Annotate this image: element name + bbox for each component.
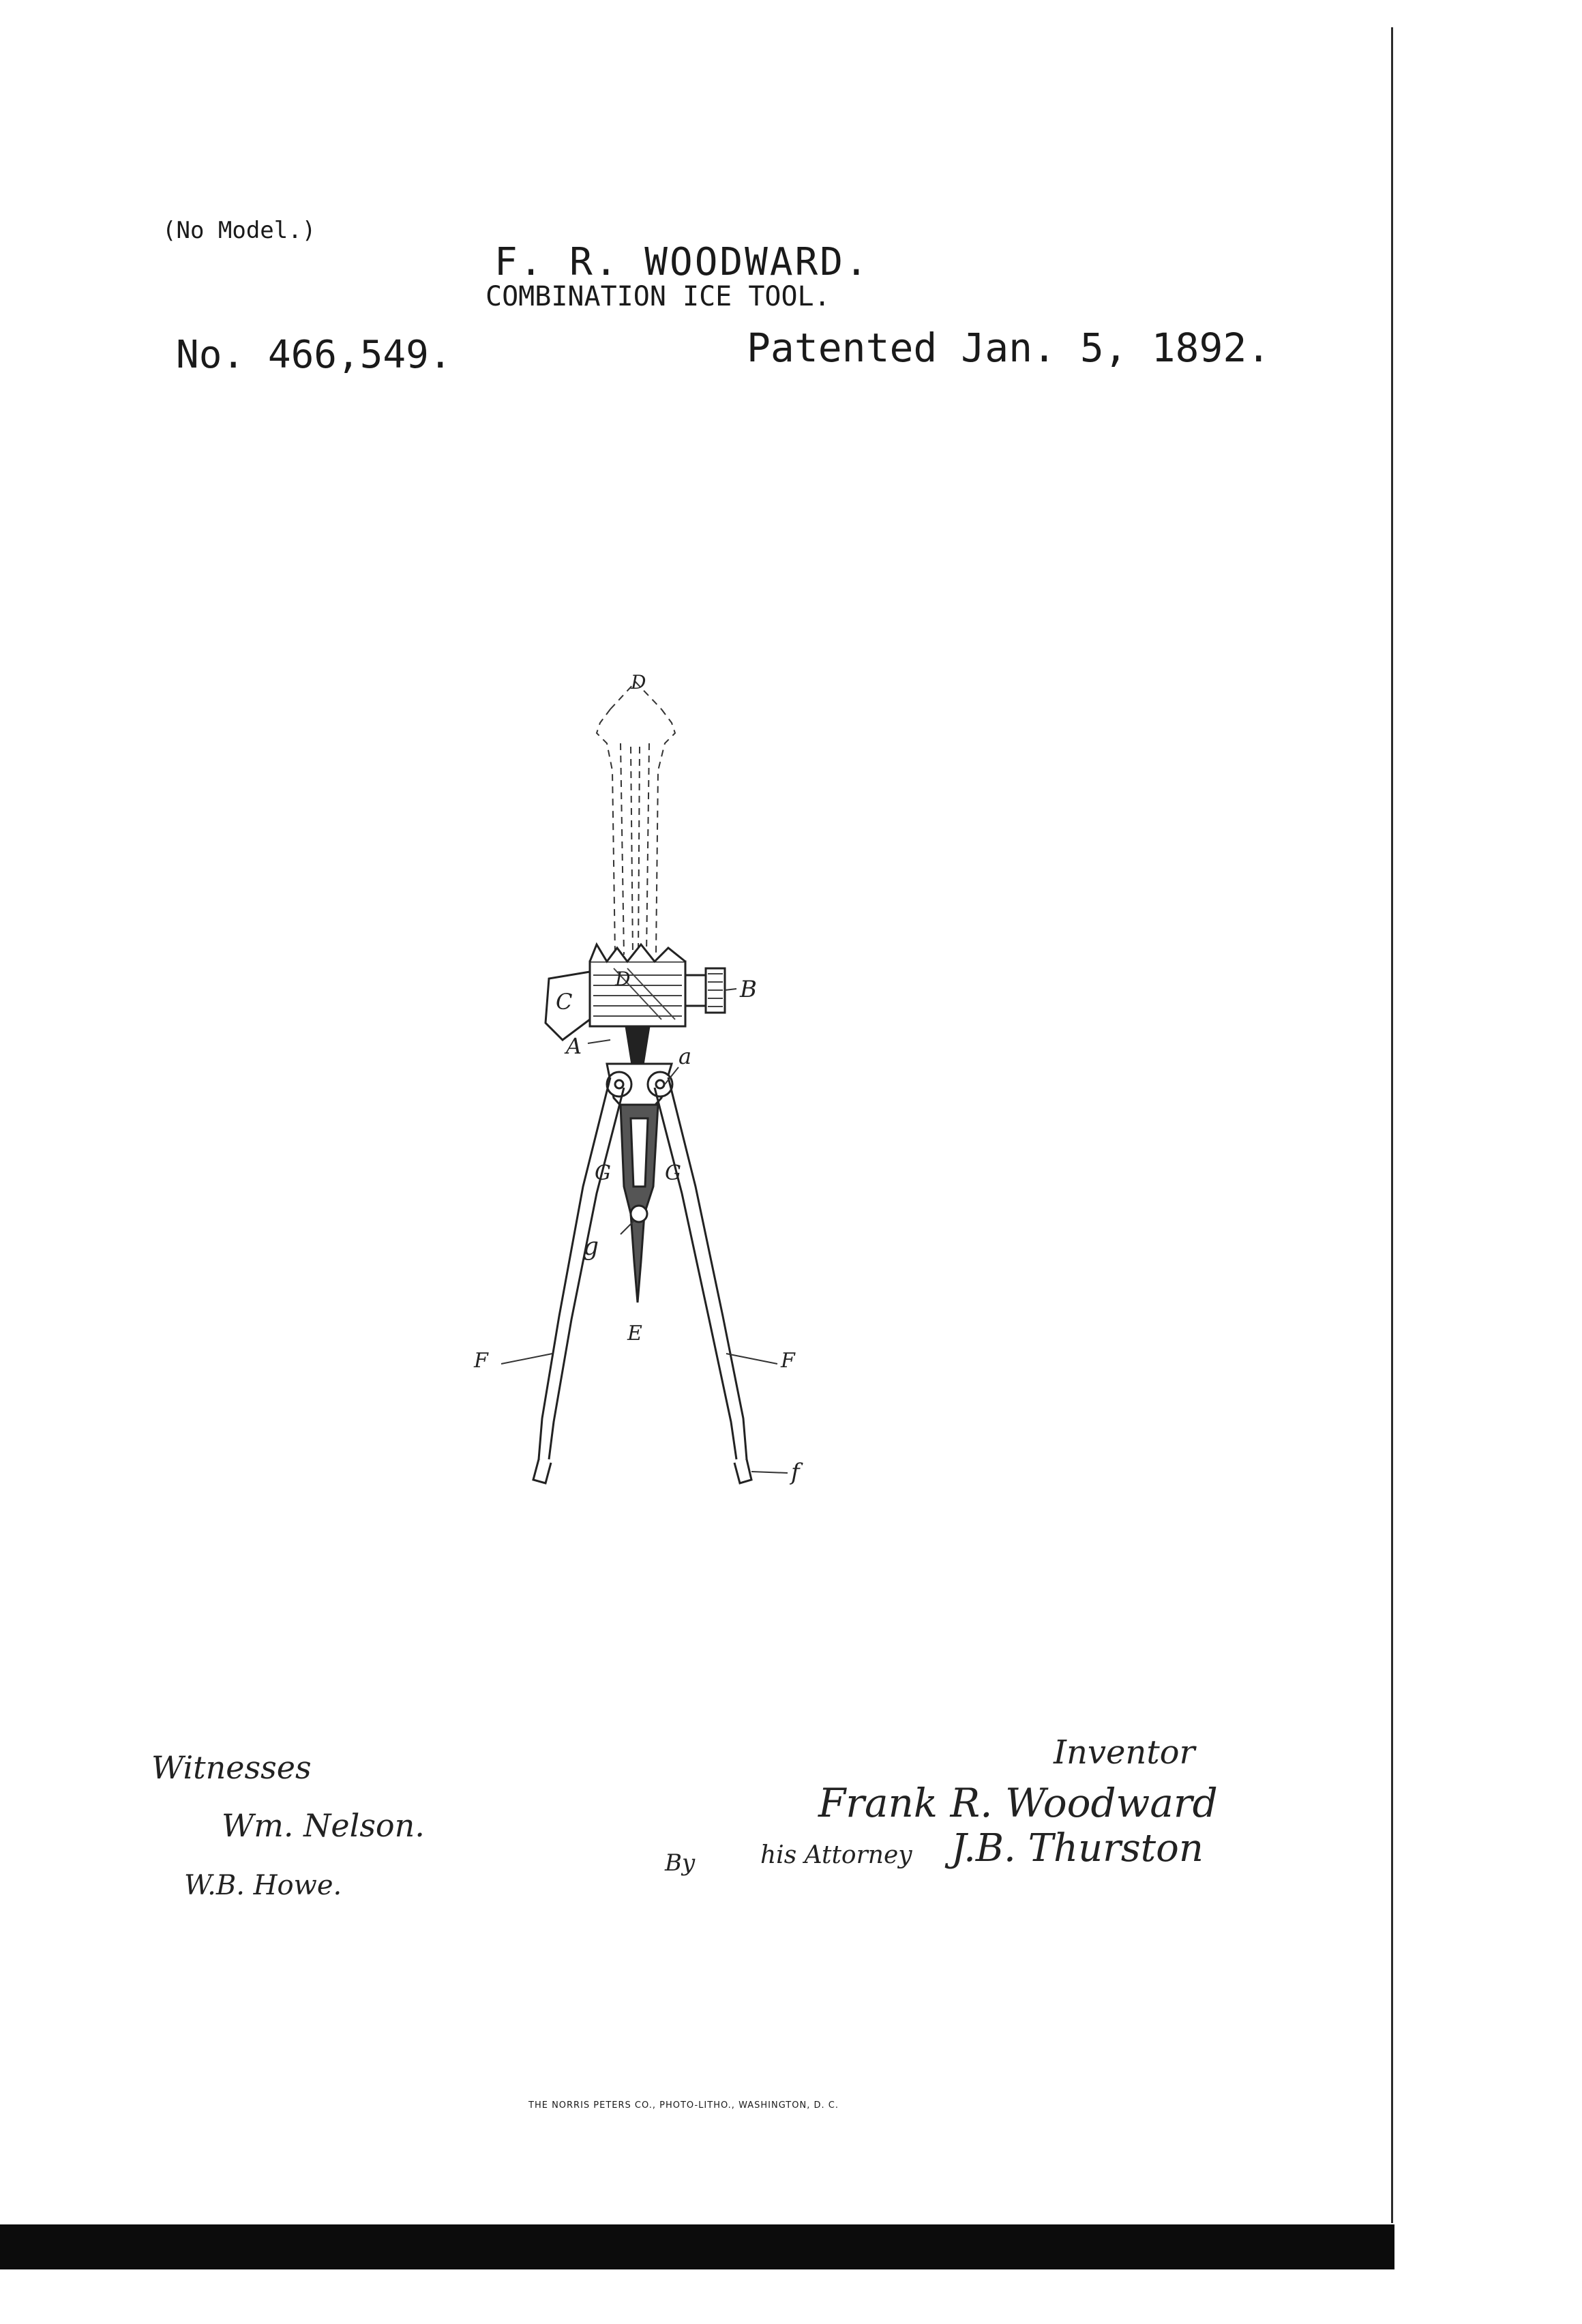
label-F-left: F	[474, 1349, 488, 1373]
printer-imprint: THE NORRIS PETERS CO., PHOTO-LITHO., WASHINGTON, D. C.	[528, 2100, 839, 2111]
label-A: A	[566, 1033, 582, 1059]
central-pick	[621, 1105, 658, 1302]
label-D: D	[615, 968, 631, 990]
label-f: f	[791, 1459, 800, 1486]
inventor-signature: Frank R. Woodward	[818, 1780, 1218, 1826]
label-F-right: F	[781, 1349, 795, 1373]
scan-bottom-bar	[0, 2224, 1394, 2269]
handle-left	[533, 1077, 624, 1483]
patent-title: COMBINATION ICE TOOL.	[486, 281, 831, 312]
witness-1-signature: Wm. Nelson.	[222, 1807, 425, 1844]
label-E: E	[627, 1322, 642, 1345]
label-D-top: D	[631, 671, 646, 694]
dashed-pick-outline	[597, 682, 675, 955]
patent-drawing-ice-tool	[436, 668, 914, 1528]
patent-number: No. 466,549.	[176, 333, 452, 377]
label-G-left: G	[595, 1161, 611, 1185]
page-edge-rule	[1391, 27, 1393, 2223]
model-note: (No Model.)	[162, 217, 316, 244]
label-G-right: G	[665, 1161, 681, 1185]
attorney-signature: J.B. Thurston	[951, 1826, 1204, 1871]
label-a: a	[678, 1043, 692, 1069]
inventor-label: Inventor	[1054, 1733, 1195, 1772]
label-g: g	[583, 1233, 599, 1261]
inventor-name: F. R. WOODWARD.	[494, 240, 870, 284]
witness-2-signature: W.B. Howe.	[184, 1870, 342, 1901]
witnesses-label: Witnesses	[151, 1749, 312, 1786]
by-label: By	[665, 1849, 696, 1877]
label-C: C	[556, 989, 573, 1015]
handle-right	[655, 1077, 751, 1483]
attorney-label: his Attorney	[760, 1841, 912, 1869]
patent-date: Patented Jan. 5, 1892.	[747, 325, 1271, 371]
label-B: B	[740, 976, 757, 1003]
